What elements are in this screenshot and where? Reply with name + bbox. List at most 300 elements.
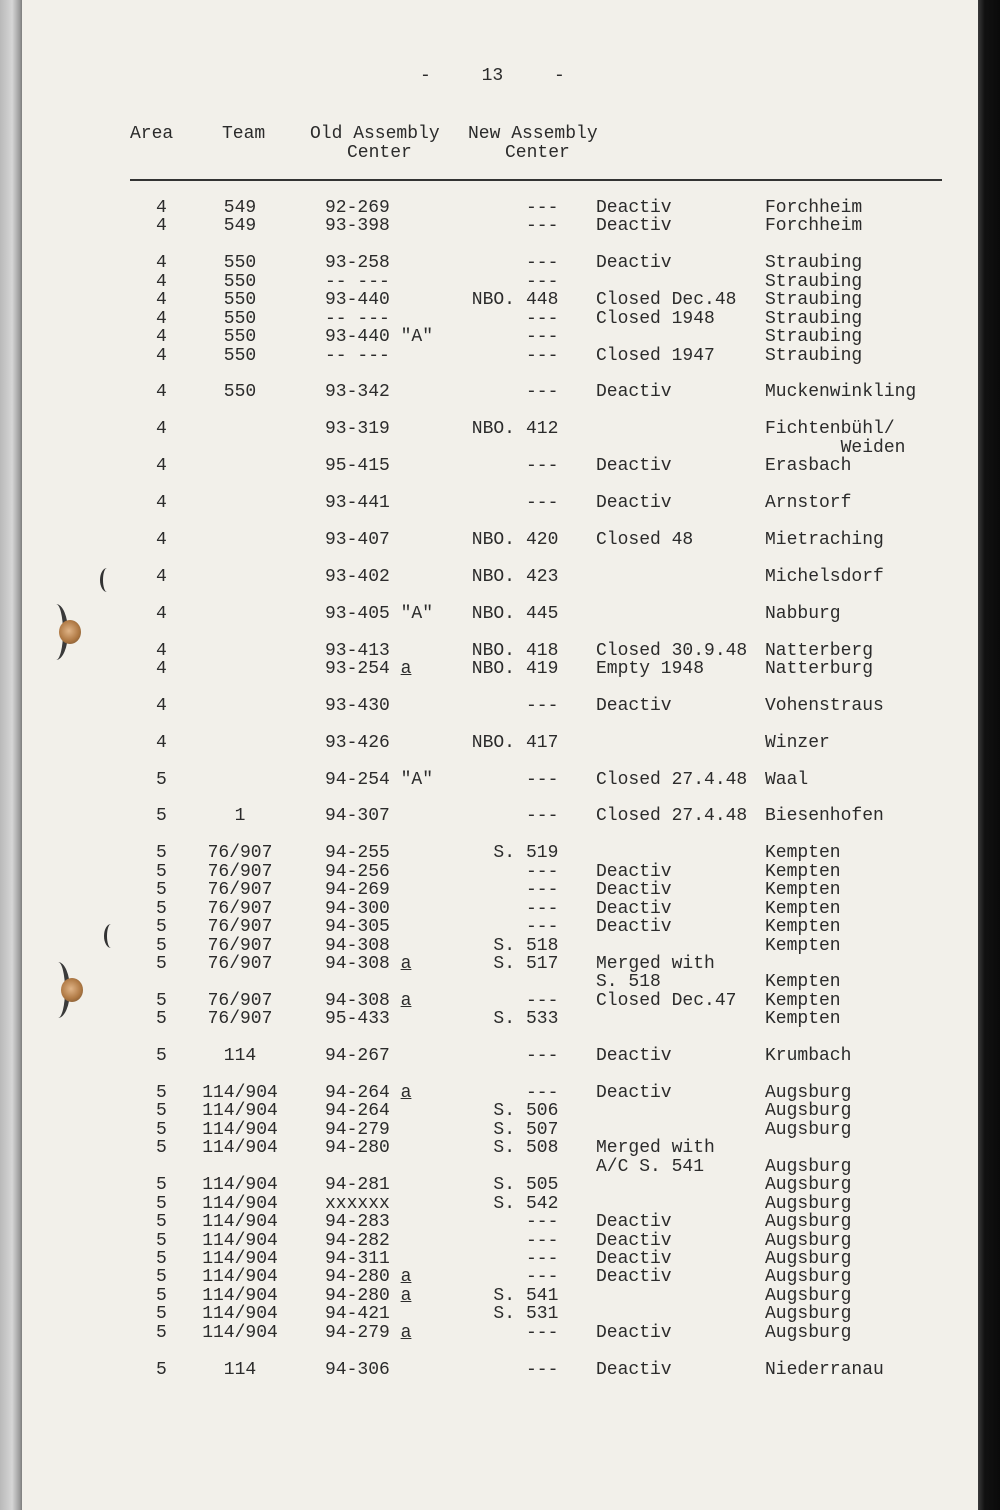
area-cell: 4 (156, 566, 167, 587)
table-row (0, 697, 978, 715)
area-cell: 5 (156, 1175, 167, 1196)
entry-group (0, 1047, 978, 1065)
status-cell: Deactiv (596, 1359, 672, 1380)
status-cell: Deactiv (596, 1212, 672, 1233)
old-assembly-center-cell (325, 199, 390, 217)
new-assembly-prefix: S. (493, 953, 515, 974)
table-row (0, 863, 978, 881)
location-cell: Straubing (765, 327, 863, 348)
old-assembly-number: 94-254 "A" (325, 769, 434, 790)
new-assembly-number: 517 (526, 953, 559, 974)
new-assembly-prefix: NBO. (471, 529, 515, 550)
old-assembly-center-cell (325, 1213, 390, 1231)
area-cell: 5 (156, 1083, 167, 1104)
table-row (0, 347, 978, 365)
location-cell: Augsburg (765, 1212, 852, 1233)
new-assembly-number: --- (526, 861, 559, 882)
table-row (0, 383, 978, 401)
old-assembly-number: 94-308 (325, 935, 390, 956)
entry-group (0, 494, 978, 512)
status-cell: Deactiv (596, 198, 672, 218)
team-cell: 1 (234, 806, 246, 827)
new-assembly-number: 519 (526, 843, 559, 864)
area-cell: 5 (156, 1009, 167, 1030)
team-cell: 114 (223, 1046, 257, 1067)
column-header-team: Team (222, 124, 266, 144)
old-assembly-suffix: a (400, 658, 412, 679)
new-assembly-prefix: NBO. (471, 640, 515, 661)
old-assembly-number: -- --- (325, 271, 390, 292)
old-assembly-center-cell (325, 1232, 390, 1250)
team-cell: 114/904 (202, 1175, 278, 1196)
area-cell: 5 (156, 861, 167, 882)
table-row (0, 328, 978, 346)
location-cell: Waal (765, 769, 809, 790)
status-cell: Deactiv (596, 898, 672, 919)
new-assembly-number: --- (526, 1083, 559, 1104)
table-row (0, 420, 978, 457)
area-cell: 4 (156, 493, 167, 514)
new-assembly-prefix: S. (493, 1119, 515, 1140)
status-cell: Closed 1947 (596, 345, 715, 366)
table-row (0, 918, 978, 936)
header-underline (130, 179, 942, 181)
old-assembly-center-cell (325, 863, 390, 881)
team-cell: 76/907 (207, 1009, 273, 1030)
old-assembly-number: 93-430 (325, 695, 390, 716)
new-assembly-prefix: NBO. (471, 566, 515, 587)
team-cell: 114/904 (202, 1101, 278, 1122)
table-row (0, 844, 978, 862)
team-cell: 114/904 (202, 1138, 278, 1159)
old-assembly-number: 94-279 (325, 1119, 390, 1140)
old-assembly-center-cell (325, 937, 390, 955)
table-row (0, 1139, 978, 1176)
table-row (0, 937, 978, 955)
location-cell: Vohenstraus (765, 695, 884, 716)
table-row (0, 771, 978, 789)
table-row (0, 1121, 978, 1139)
column-header-old-assembly: Old Assembly (310, 124, 440, 144)
table-row (0, 734, 978, 752)
new-assembly-prefix: S. (493, 1009, 515, 1030)
area-cell: 5 (156, 1138, 167, 1159)
table-row (0, 1010, 978, 1028)
new-assembly-number: --- (526, 1248, 559, 1269)
status-cell: Merged with (596, 953, 715, 974)
location-cell: Straubing (765, 271, 863, 292)
location-cell: Mietraching (765, 529, 884, 550)
old-assembly-center-cell (325, 531, 390, 549)
entry-group (0, 734, 978, 752)
old-assembly-number: 95-415 (325, 456, 390, 477)
entry-group (0, 568, 978, 586)
location-cell: Arnstorf (765, 493, 852, 514)
old-assembly-number: 93-398 (325, 216, 390, 237)
team-cell: 550 (223, 290, 257, 311)
area-cell: 5 (156, 880, 167, 901)
entry-group (0, 697, 978, 715)
table-row (0, 1195, 978, 1213)
area-cell: 4 (156, 253, 167, 274)
old-assembly-center-cell (325, 1195, 390, 1213)
status-cell: Deactiv (596, 1267, 672, 1288)
old-assembly-number: 93-319 (325, 419, 390, 440)
area-cell: 4 (156, 695, 167, 716)
new-assembly-number: --- (526, 880, 559, 901)
team-cell: 76/907 (207, 843, 273, 864)
old-assembly-center-cell (325, 273, 390, 291)
status-cell: Closed 30.9.48 (596, 640, 748, 661)
old-assembly-center-cell (325, 1176, 390, 1194)
status-cell: Closed Dec.47 (596, 990, 737, 1011)
area-cell: 5 (156, 1304, 167, 1325)
old-assembly-center-cell (325, 328, 433, 346)
old-assembly-suffix: a (400, 1322, 412, 1343)
new-assembly-number: 445 (526, 603, 559, 624)
new-assembly-prefix: S. (493, 1285, 515, 1306)
team-cell: 549 (223, 198, 257, 218)
old-assembly-number: 93-254 (325, 658, 390, 679)
location-cell: Kempten (765, 880, 841, 901)
location-cell: Kempten (765, 861, 841, 882)
area-cell: 5 (156, 953, 167, 974)
old-assembly-number: 94-283 (325, 1212, 390, 1233)
team-cell: 114/904 (202, 1248, 278, 1269)
old-assembly-suffix: a (400, 1267, 412, 1288)
new-assembly-prefix: S. (493, 1101, 515, 1122)
old-assembly-number: 93-402 (325, 566, 390, 587)
entry-group (0, 1361, 978, 1379)
old-assembly-number: 94-267 (325, 1046, 390, 1067)
new-assembly-number: 541 (526, 1285, 559, 1306)
area-cell: 5 (156, 806, 167, 827)
table-row (0, 254, 978, 272)
status-cell: Deactiv (596, 1046, 672, 1067)
area-cell: 4 (156, 345, 167, 366)
old-assembly-center-cell (325, 457, 390, 475)
new-assembly-number: --- (526, 216, 559, 237)
old-assembly-number: 93-342 (325, 382, 390, 403)
table-row (0, 1232, 978, 1250)
location-cell: Augsburg (765, 1304, 852, 1325)
old-assembly-center-cell (325, 697, 390, 715)
area-cell: 5 (156, 1193, 167, 1214)
new-assembly-prefix: NBO. (471, 290, 515, 311)
old-assembly-center-cell (325, 291, 390, 309)
status-cell: Closed 27.4.48 (596, 769, 748, 790)
team-cell: 76/907 (207, 990, 273, 1011)
team-cell: 550 (223, 327, 257, 348)
location-cell: Winzer (765, 732, 830, 753)
old-assembly-number: 94-306 (325, 1359, 390, 1380)
team-cell: 114/904 (202, 1083, 278, 1104)
area-cell: 5 (156, 1248, 167, 1269)
team-cell: 550 (223, 271, 257, 292)
new-assembly-number: --- (526, 253, 559, 274)
old-assembly-number: 94-308 (325, 990, 390, 1011)
old-assembly-center-cell (325, 734, 390, 752)
entry-group (0, 420, 978, 475)
table-row (0, 605, 978, 623)
area-cell: 4 (156, 308, 167, 329)
old-assembly-center-cell (325, 494, 390, 512)
location-cell: Augsburg (765, 1119, 852, 1140)
new-assembly-number: --- (526, 1212, 559, 1233)
old-assembly-center-cell (325, 1250, 390, 1268)
location-cell: Augsburg (765, 1101, 852, 1122)
team-cell: 114/904 (202, 1193, 278, 1214)
old-assembly-center-cell (325, 347, 390, 365)
table-row (0, 642, 978, 660)
new-assembly-number: 419 (526, 658, 559, 679)
new-assembly-number: --- (526, 769, 559, 790)
old-assembly-number: 93-426 (325, 732, 390, 753)
old-assembly-center-cell (325, 1047, 390, 1065)
area-cell: 4 (156, 456, 167, 477)
scan-right-edge (978, 0, 1000, 1510)
location-cell: Forchheim (765, 198, 863, 218)
old-assembly-number: 94-281 (325, 1175, 390, 1196)
location-cell: Fichtenbühl/ (765, 419, 895, 440)
location-cell: Augsburg (765, 1285, 852, 1306)
status-cell: Deactiv (596, 1230, 672, 1251)
table-row (0, 531, 978, 549)
team-cell: 114/904 (202, 1304, 278, 1325)
new-assembly-number: --- (526, 382, 559, 403)
new-assembly-number: --- (526, 1230, 559, 1251)
location-cell: Michelsdorf (765, 566, 884, 587)
status-cell: Closed Dec.48 (596, 290, 737, 311)
team-cell: 76/907 (207, 935, 273, 956)
old-assembly-center-cell (325, 254, 390, 272)
old-assembly-center-cell (325, 955, 411, 973)
area-cell: 4 (156, 640, 167, 661)
new-assembly-prefix: NBO. (471, 732, 515, 753)
team-cell: 114/904 (202, 1212, 278, 1233)
location-cell: Kempten (765, 898, 841, 919)
old-assembly-suffix: a (400, 1285, 412, 1306)
location-cell: Straubing (765, 345, 863, 366)
location-cell: Straubing (765, 308, 863, 329)
team-cell: 550 (223, 345, 257, 366)
new-assembly-number: 420 (526, 529, 559, 550)
location-cell: Augsburg (765, 1248, 852, 1269)
status-cell: Deactiv (596, 695, 672, 716)
area-cell: 5 (156, 1359, 167, 1380)
entry-group (0, 605, 978, 623)
team-cell: 76/907 (207, 880, 273, 901)
location-cell: Forchheim (765, 216, 863, 237)
location-cell: Augsburg (765, 1193, 852, 1214)
new-assembly-number: 508 (526, 1138, 559, 1159)
old-assembly-center-cell (325, 310, 390, 328)
location-cell: Augsburg (765, 1322, 852, 1343)
entry-group (0, 844, 978, 1028)
location-cell: Augsburg (765, 1230, 852, 1251)
new-assembly-prefix: S. (493, 1175, 515, 1196)
old-assembly-number: 94-264 (325, 1083, 390, 1104)
new-assembly-number: 417 (526, 732, 559, 753)
area-cell: 4 (156, 198, 167, 218)
old-assembly-center-cell (325, 1102, 390, 1120)
old-assembly-number: 93-413 (325, 640, 390, 661)
area-cell: 5 (156, 1267, 167, 1288)
new-assembly-prefix: NBO. (471, 658, 515, 679)
new-assembly-number: --- (526, 308, 559, 329)
location-cell: Biesenhofen (765, 806, 884, 827)
old-assembly-number: 94-305 (325, 917, 390, 938)
location-cell: Kempten (765, 935, 841, 956)
new-assembly-number: --- (526, 456, 559, 477)
new-assembly-number: 507 (526, 1119, 559, 1140)
column-header-old-assembly-center: Center (347, 142, 412, 163)
old-assembly-center-cell (325, 1084, 411, 1102)
column-header-area: Area (130, 124, 174, 144)
team-cell: 114/904 (202, 1322, 278, 1343)
old-assembly-center-cell (325, 900, 390, 918)
table-row (0, 273, 978, 291)
area-cell: 5 (156, 1230, 167, 1251)
old-assembly-center-cell (325, 1121, 390, 1139)
area-cell: 4 (156, 271, 167, 292)
status-cell: Deactiv (596, 1248, 672, 1269)
location-cell: Augsburg (765, 1083, 852, 1104)
new-assembly-number: --- (526, 1359, 559, 1380)
new-assembly-number: 533 (526, 1009, 559, 1030)
old-assembly-center-cell (325, 771, 433, 789)
location-cell: Natterburg (765, 658, 874, 679)
new-assembly-prefix: NBO. (471, 603, 515, 624)
area-cell: 5 (156, 1285, 167, 1306)
location-cell: Muckenwinkling (765, 382, 917, 403)
status-continuation: A/C S. 541 (596, 1156, 705, 1177)
location-cell: Nabburg (765, 603, 841, 624)
new-assembly-number: --- (526, 917, 559, 938)
location-continuation: Augsburg (765, 1156, 852, 1177)
old-assembly-number: 93-440 "A" (325, 327, 434, 348)
team-cell: 114/904 (202, 1267, 278, 1288)
area-cell: 5 (156, 1322, 167, 1343)
old-assembly-number: 93-258 (325, 253, 390, 274)
old-assembly-number: 95-433 (325, 1009, 390, 1030)
area-cell: 4 (156, 529, 167, 550)
table-row (0, 457, 978, 475)
new-assembly-prefix: S. (493, 843, 515, 864)
area-cell: 5 (156, 1046, 167, 1067)
new-assembly-prefix: S. (493, 1138, 515, 1159)
area-cell: 4 (156, 327, 167, 348)
old-assembly-number: 94-280 (325, 1138, 390, 1159)
area-cell: 4 (156, 732, 167, 753)
old-assembly-center-cell (325, 1139, 390, 1157)
old-assembly-number: 94-269 (325, 880, 390, 901)
new-assembly-number: --- (526, 695, 559, 716)
table-row (0, 310, 978, 328)
old-assembly-number: 92-269 (325, 198, 390, 218)
table-row (0, 1250, 978, 1268)
old-assembly-center-cell (325, 568, 390, 586)
status-cell: Merged with (596, 1138, 715, 1159)
area-cell: 5 (156, 990, 167, 1011)
old-assembly-number: 94-279 (325, 1322, 390, 1343)
location-cell: Augsburg (765, 1175, 852, 1196)
table-row (0, 1102, 978, 1120)
old-assembly-center-cell (325, 1287, 411, 1305)
old-assembly-suffix: a (400, 1083, 412, 1104)
table-row (0, 881, 978, 899)
status-cell: Deactiv (596, 456, 672, 477)
old-assembly-number: 94-280 (325, 1267, 390, 1288)
location-cell: Straubing (765, 290, 863, 311)
old-assembly-number: 94-308 (325, 953, 390, 974)
location-cell: Natterberg (765, 640, 874, 661)
status-cell: Deactiv (596, 880, 672, 901)
old-assembly-center-cell (325, 1324, 411, 1342)
old-assembly-number: xxxxxx (325, 1193, 390, 1214)
old-assembly-center-cell (325, 1361, 390, 1379)
table-row (0, 1324, 978, 1342)
table-row (0, 494, 978, 512)
column-header-new-assembly: New Assembly (468, 124, 598, 144)
table-row (0, 1268, 978, 1286)
old-assembly-center-cell (325, 660, 411, 678)
table-row (0, 1287, 978, 1305)
old-assembly-center-cell (325, 605, 433, 623)
new-assembly-number: 506 (526, 1101, 559, 1122)
table-row (0, 807, 978, 825)
location-cell: Erasbach (765, 456, 852, 477)
entry-group (0, 254, 978, 365)
status-cell: Deactiv (596, 1322, 672, 1343)
old-assembly-center-cell (325, 1268, 411, 1286)
new-assembly-number: --- (526, 990, 559, 1011)
table-row (0, 217, 978, 235)
area-cell: 5 (156, 1101, 167, 1122)
team-cell: 114/904 (202, 1285, 278, 1306)
old-assembly-suffix: a (400, 953, 412, 974)
old-assembly-number: 94-421 (325, 1304, 390, 1325)
old-assembly-number: 94-311 (325, 1248, 390, 1269)
old-assembly-number: 94-300 (325, 898, 390, 919)
area-cell: 4 (156, 658, 167, 679)
new-assembly-number: 418 (526, 640, 559, 661)
area-cell: 5 (156, 898, 167, 919)
new-assembly-number: --- (526, 1267, 559, 1288)
team-cell: 114/904 (202, 1230, 278, 1251)
area-cell: 5 (156, 769, 167, 790)
entry-group (0, 642, 978, 679)
area-cell: 5 (156, 1212, 167, 1233)
old-assembly-number: 94-282 (325, 1230, 390, 1251)
status-cell: Deactiv (596, 1083, 672, 1104)
old-assembly-number: 94-264 (325, 1101, 390, 1122)
new-assembly-number: 531 (526, 1304, 559, 1325)
old-assembly-number: 94-307 (325, 806, 390, 827)
old-assembly-number: 93-440 (325, 290, 390, 311)
area-cell: 4 (156, 290, 167, 311)
new-assembly-number: --- (526, 493, 559, 514)
entry-group (0, 531, 978, 549)
new-assembly-number: 412 (526, 419, 559, 440)
old-assembly-center-cell (325, 881, 390, 899)
old-assembly-number: -- --- (325, 308, 390, 329)
status-cell: Closed 1948 (596, 308, 715, 329)
table-row (0, 568, 978, 586)
old-assembly-center-cell (325, 1010, 390, 1028)
table-row (0, 1213, 978, 1231)
location-cell: Straubing (765, 253, 863, 274)
